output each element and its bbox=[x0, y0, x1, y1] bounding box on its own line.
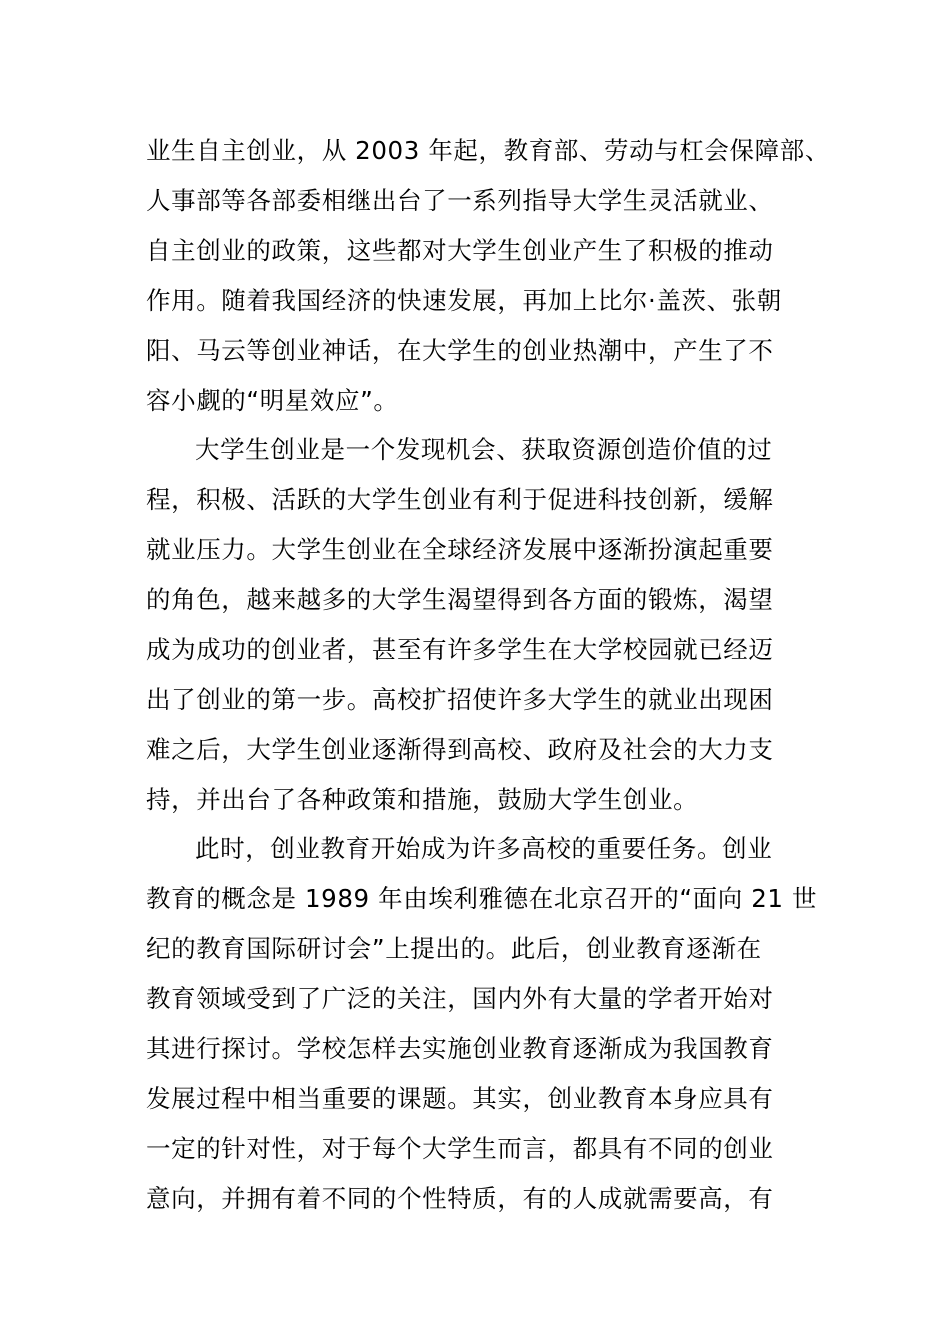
text-line: 业生自主创业，从 2003 年起，教育部、劳动与杠会保障部、 bbox=[146, 136, 830, 165]
text-line: 的角色，越来越多的大学生渴望得到各方面的锻炼，渴望 bbox=[146, 585, 774, 614]
text-line: 程，积极、活跃的大学生创业有利于促进科技创新，缓解 bbox=[146, 485, 774, 514]
text-line: 教育的概念是 1989 年由埃利雅德在北京召开的“面向 21 世 bbox=[146, 884, 818, 913]
text-line: 人事部等各部委相继出台了一系列指导大学生灵活就业、 bbox=[146, 186, 774, 215]
text-line: 发展过程中相当重要的课题。其实，创业教育本身应具有 bbox=[146, 1084, 774, 1113]
paragraph-first-line: 大学生创业是一个发现机会、获取资源创造价值的过 bbox=[195, 435, 773, 464]
text-line: 难之后，大学生创业逐渐得到高校、政府及社会的大力支 bbox=[146, 735, 774, 764]
text-line: 一定的针对性，对于每个大学生而言，都具有不同的创业 bbox=[146, 1134, 774, 1163]
text-line: 纪的教育国际研讨会”上提出的。此后，创业教育逐渐在 bbox=[146, 934, 762, 963]
text-line: 作用。随着我国经济的快速发展，再加上比尔·盖茨、张朝 bbox=[146, 286, 782, 315]
text-line: 持，并出台了各种政策和措施，鼓励大学生创业。 bbox=[146, 785, 699, 814]
text-line: 出了创业的第一步。高校扩招使许多大学生的就业出现困 bbox=[146, 685, 774, 714]
paragraph-first-line: 此时，创业教育开始成为许多高校的重要任务。创业 bbox=[195, 834, 773, 863]
text-line: 容小觑的“明星效应”。 bbox=[146, 386, 399, 415]
text-line: 其进行探讨。学校怎样去实施创业教育逐渐成为我国教育 bbox=[146, 1034, 774, 1063]
text-line: 自主创业的政策，这些都对大学生创业产生了积极的推动 bbox=[146, 236, 774, 265]
text-line: 教育领域受到了广泛的关注，国内外有大量的学者开始对 bbox=[146, 984, 774, 1013]
text-line: 成为成功的创业者，甚至有许多学生在大学校园就已经迈 bbox=[146, 635, 774, 664]
text-line: 意向，并拥有着不同的个性特质，有的人成就需要高，有 bbox=[146, 1184, 774, 1213]
text-line: 阳、马云等创业神话，在大学生的创业热潮中，产生了不 bbox=[146, 336, 774, 365]
text-line: 就业压力。大学生创业在全球经济发展中逐渐扮演起重要 bbox=[146, 535, 774, 564]
